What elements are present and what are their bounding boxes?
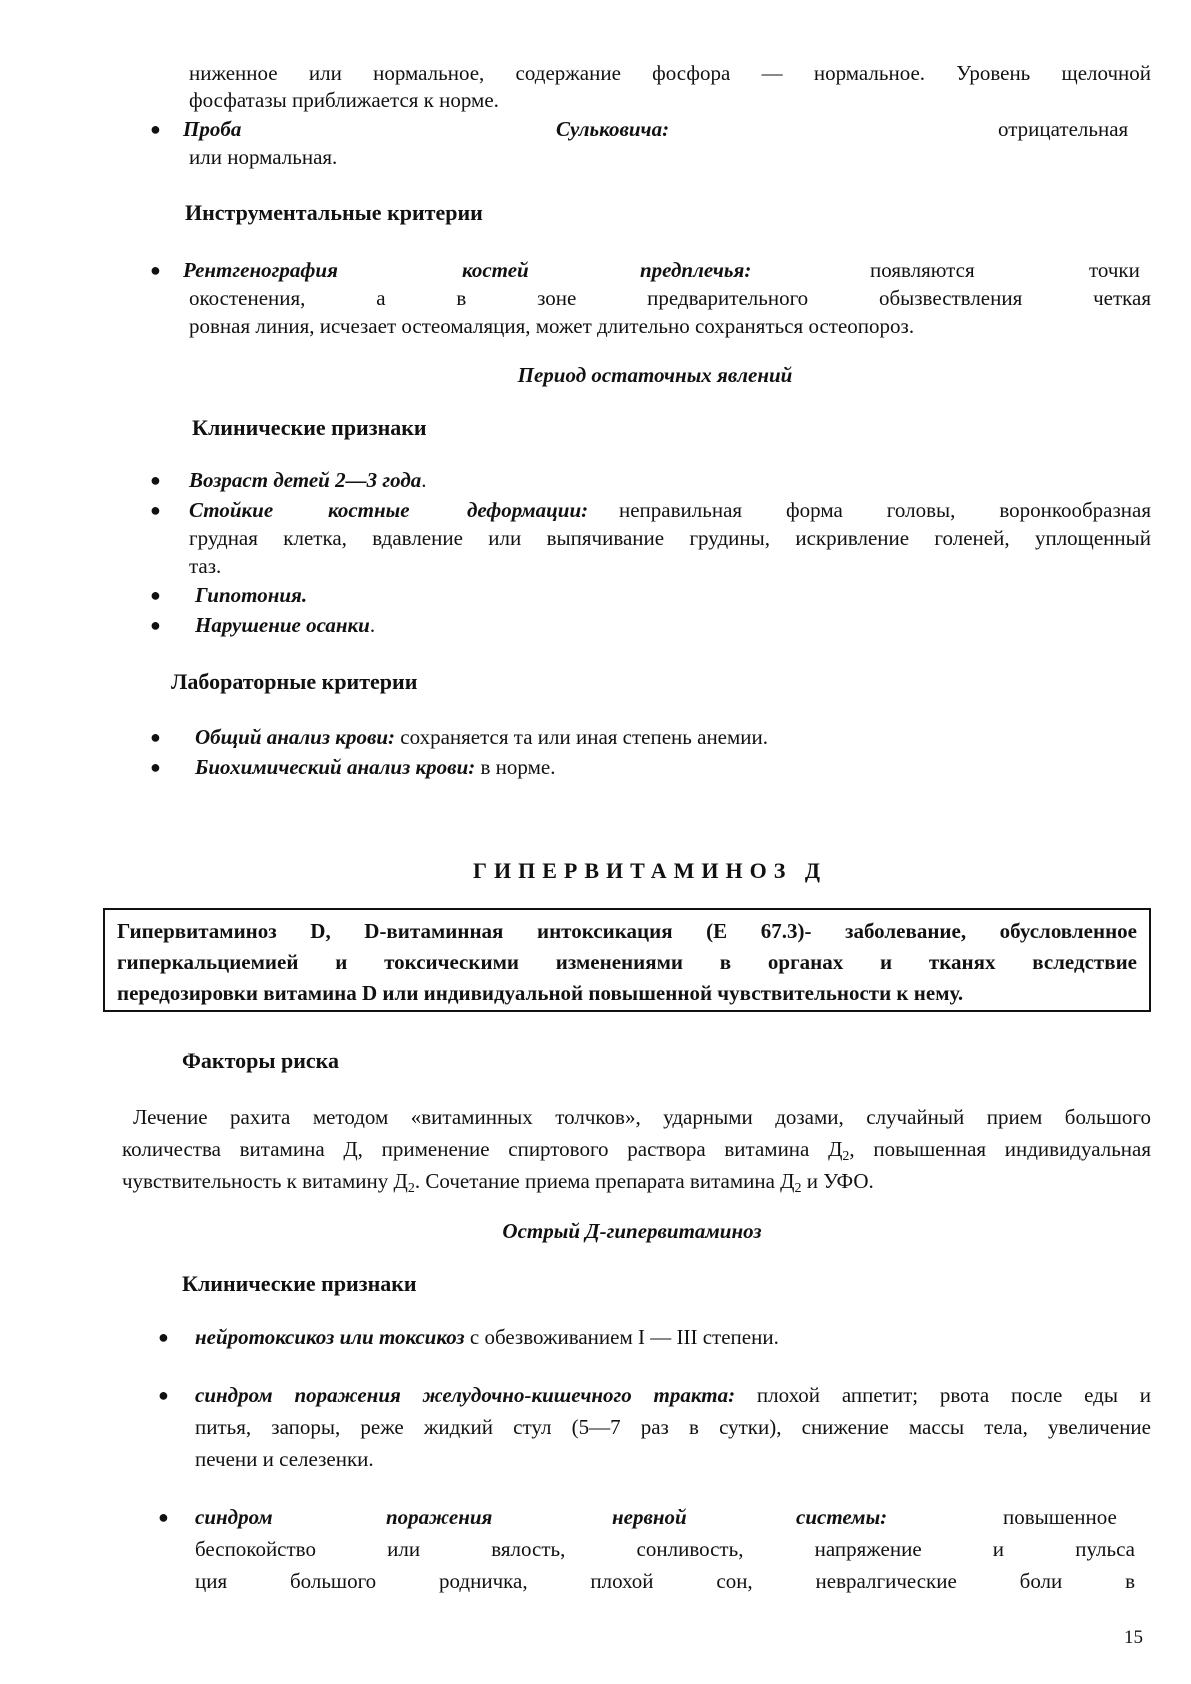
text-word: появляются [870,258,975,282]
list-item-term: синдром поражения желудочно-кишечного тракта: [195,1383,736,1407]
text-line: окостенения, а в зоне предварительного обызвествления четкая [189,286,1151,310]
list-item-text: с обезвоживанием I — III степени. [464,1325,779,1349]
punctuation: . [421,468,427,492]
subsection-title: Острый Д-гипервитаминоз [502,1219,762,1243]
definition-line: Гипервитаминоз D, D-витаминная интоксикация (Е 67.3)- заболевание, обусловленное [117,919,1137,943]
text-line: ровная линия, исчезает остеомаляция, может длительно сохраняться остеопороз. [189,314,915,338]
page-number: 15 [1124,1627,1143,1648]
list-item [195,1381,1151,1409]
text-line: ниженное или нормальное, содержание фосфора — нормальное. Уровень щелочной [189,61,1151,85]
bullet: ● [150,585,161,605]
definition-box [103,908,1151,1012]
bullet: ● [150,615,161,635]
list-item-term: предплечья: [640,258,752,282]
text-line: грудная клетка, вдавление или выпячивание грудины, искривление голеней, уплощенный [189,526,1151,550]
list-item [195,753,555,781]
text-fragment: количества витамина Д, применение спиртового раствора витамина Д [122,1137,843,1161]
list-item-term: нервной [612,1505,687,1529]
list-item-term: системы: [796,1505,888,1529]
text-word: повышенное [1003,1505,1117,1529]
list-item-term: Рентгенография [183,258,338,282]
list-item-term: Биохимический анализ крови: [195,755,476,779]
section-heading: Клинические признаки [182,1271,417,1296]
subscript: 2 [842,1149,850,1164]
bullet: ● [150,260,161,280]
list-item [195,723,768,751]
text-fragment: , повышенная индивидуальная [849,1137,1151,1161]
bullet: ● [150,470,161,490]
list-item-term: синдром [195,1505,273,1529]
list-item [195,1323,779,1351]
definition-line: гиперкальциемией и токсическими изменениями в органах и тканях вследствие [117,950,1137,974]
text-fragment: и УФО. [801,1169,874,1193]
list-item-text: плохой аппетит; рвота после еды и [735,1383,1151,1407]
list-item-term: Возраст детей 2—3 года [189,468,422,492]
bullet: ● [158,1507,169,1527]
text-line: печени и селезенки. [195,1447,374,1471]
list-item-term: Проба [183,117,242,141]
list-item-term: деформации: [467,498,589,522]
list-item-text: в норме. [475,755,556,779]
list-item [189,466,427,494]
list-item-term: Нарушение осанки [195,613,370,637]
punctuation: . [369,613,376,637]
subscript: 2 [794,1181,802,1196]
section-heading: Клинические признаки [192,415,427,440]
section-heading: Факторы риска [182,1048,340,1073]
text-line [122,1167,874,1195]
text-line: питья, запоры, реже жидкий стул (5—7 раз в сутки), снижение массы тела, увеличение [195,1415,1151,1439]
list-item-term: Гипотония. [195,583,308,607]
list-item-term: Сульковича: [556,117,670,141]
chapter-title: ГИПЕРВИТАМИНОЗ Д [473,858,827,883]
text-line: отрицательная [998,117,1129,141]
bullet: ● [150,727,161,747]
bullet: ● [150,500,161,520]
text-word: точки [1089,258,1140,282]
section-heading: Инструментальные критерии [185,200,483,225]
list-item-term: Общий анализ крови: [195,725,396,749]
bullet: ● [150,119,161,139]
text-line: таз. [189,554,222,578]
subsection-title: Период остаточных явлений [517,363,793,387]
list-item-term: нейротоксикоз или токсикоз [195,1325,465,1349]
list-item-term: костей [462,258,529,282]
text-fragment: чувствительность к витамину Д [122,1169,408,1193]
list-item-text: сохраняется та или иная степень анемии. [395,725,769,749]
bullet: ● [158,1385,169,1405]
list-item-term: костные [328,498,410,522]
text-line: Лечение рахита методом «витаминных толчков», ударными дозами, случайный прием большого [133,1105,1151,1129]
list-item [195,611,375,639]
bullet: ● [158,1327,169,1347]
text-line [122,1135,1151,1163]
text-line: фосфатазы приближается к норме. [189,88,499,112]
definition-line: передозировки витамина D или индивидуальной повышенной чувствительности к нему. [117,981,964,1005]
list-item-term: Стойкие [189,498,274,522]
text-line: или нормальная. [189,145,338,169]
text-fragment: . Сочетание приема препарата витамина Д [414,1169,795,1193]
bullet: ● [150,757,161,777]
text-line: беспокойство или вялость, сонливость, напряжение и пульса [195,1537,1135,1561]
text-line: ция большого родничка, плохой сон, невралгические боли в [195,1569,1135,1593]
section-heading: Лабораторные критерии [171,669,418,694]
text-line: неправильная форма головы, воронкообразная [619,498,1151,522]
list-item-term: поражения [386,1505,493,1529]
subscript: 2 [407,1181,415,1196]
